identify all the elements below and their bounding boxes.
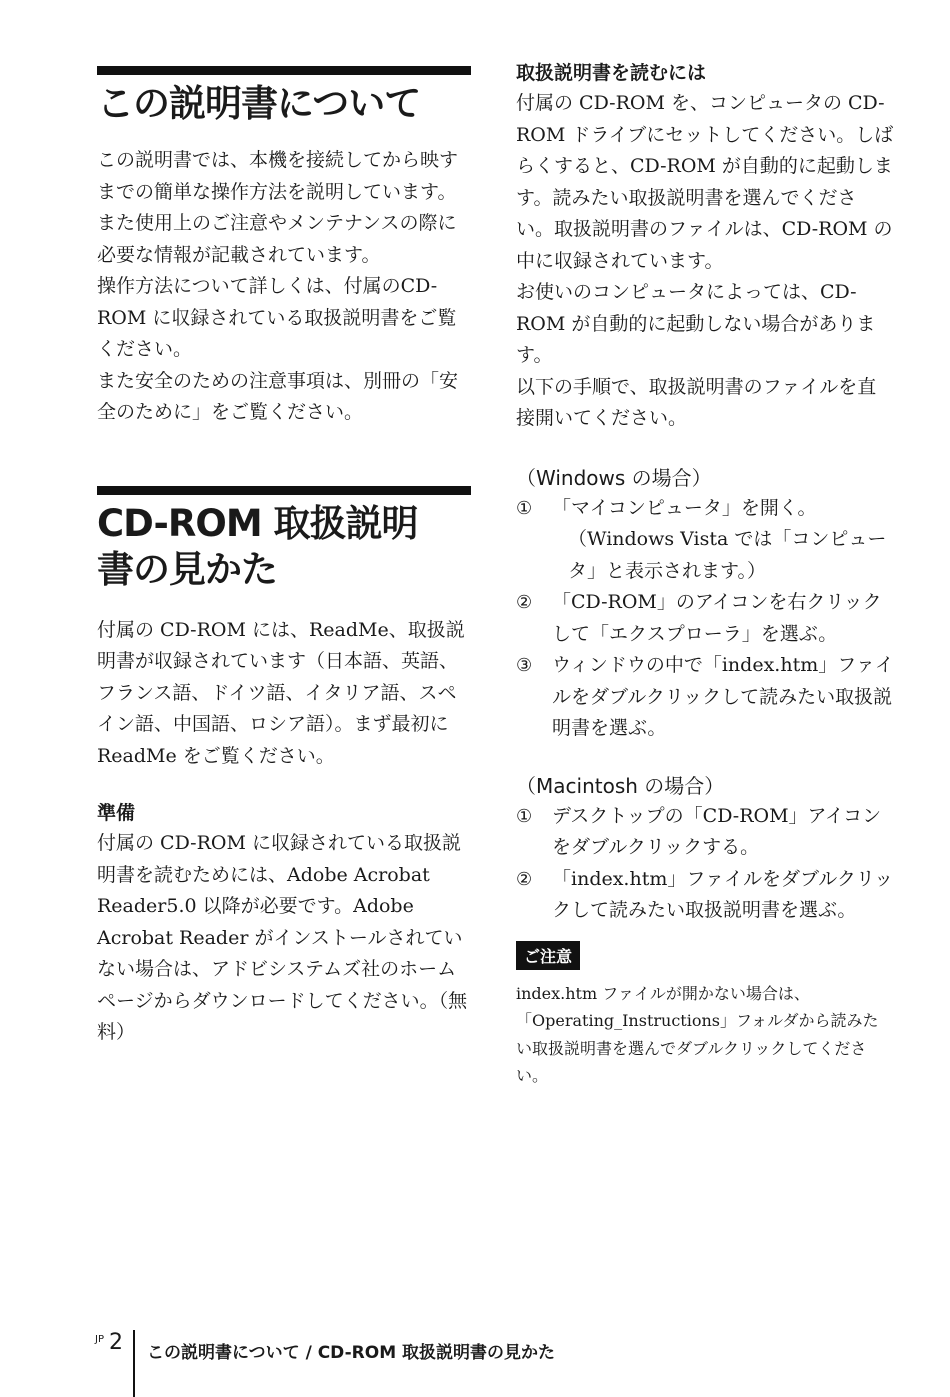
section-title-line: CD-ROM 取扱説明 — [97, 501, 418, 545]
list-item — [516, 493, 894, 525]
list-item — [516, 801, 894, 864]
footer-title: この説明書について / CD-ROM 取扱説明書の見かた — [147, 1343, 556, 1363]
language-code: JP — [95, 1334, 104, 1345]
paragraph: 付属の CD-ROM に収録されている取扱説明書を読むためには、Adobe Acrobat Reader5.0 以降が必要です。Adobe Acrobat Reader がインストールされていない場合は、アドビシステムズ社のホームページからダウンロードしてください。（無料） — [97, 832, 468, 1043]
paragraph: 以下の手順で、取扱説明書のファイルを直接開いてください。 — [516, 375, 877, 429]
paragraph: また使用上のご注意やメンテナンスの際に必要な情報が記載されています。 — [97, 212, 457, 266]
list-item — [516, 587, 894, 650]
section-title-cdrom — [97, 501, 471, 593]
step-text: ウィンドウの中で「index.htm」ファイルをダブルクリックして読みたい取扱説明書を選ぶ。 — [552, 654, 894, 739]
page-number: 2 — [109, 1330, 123, 1355]
footer-divider — [133, 1330, 135, 1397]
paragraph: 操作方法について詳しくは、付属のCD-ROM に収録されている取扱説明書をご覧ください。 — [97, 275, 457, 360]
windows-heading: （Windows の場合） — [516, 465, 712, 490]
step-number: ③ — [516, 655, 533, 676]
paragraph: この説明書では、本機を接続してから映すまでの簡単な操作方法を説明しています。 — [97, 149, 459, 203]
right-column — [516, 58, 894, 1090]
section-title-about: この説明書について — [97, 82, 421, 125]
left-column — [97, 66, 471, 1049]
paragraph: 付属の CD-ROM を、コンピュータの CD-ROM ドライブにセットしてください。しばらくすると、CD-ROM が自動的に起動します。読みたい取扱説明書を選んでください。取扱説明書のファイルは、CD-ROM の中に収録されています。 — [516, 92, 894, 272]
section-rule — [97, 66, 471, 75]
step-number: ② — [516, 592, 533, 613]
step-text: 「CD-ROM」のアイコンを右クリックして「エクスプローラ」を選ぶ。 — [552, 591, 882, 645]
step-text: デスクトップの「CD-ROM」アイコンをダブルクリックする。 — [552, 804, 882, 858]
paragraph: お使いのコンピュータによっては、CD-ROM が自動的に起動しない場合があります。 — [516, 281, 876, 366]
paragraph: 付属の CD-ROM には、ReadMe、取扱説明書が収録されています（日本語、英語、フランス語、ドイツ語、イタリア語、スペイン語、中国語、ロシア語）。まず最初に ReadMe をご覧ください。 — [97, 618, 465, 767]
step-number: ② — [516, 868, 533, 890]
list-item — [516, 864, 894, 927]
page-footer — [95, 1330, 695, 1397]
paragraph: また安全のための注意事項は、別冊の「安全のために」をご覧ください。 — [97, 369, 459, 423]
step-text: 「index.htm」ファイルをダブルクリックして読みたい取扱説明書を選ぶ。 — [552, 867, 894, 921]
section-rule — [97, 486, 471, 495]
prep-heading: 準備 — [97, 802, 136, 824]
list-item — [516, 650, 894, 745]
section-title-line: 書の見かた — [97, 547, 277, 591]
step-text: 「マイコンピュータ」を開く。 — [552, 496, 817, 519]
step-number: ① — [516, 497, 533, 519]
mac-heading: （Macintosh の場合） — [516, 773, 725, 798]
caution-text: index.htm ファイルが開かない場合は、「Operating_Instructions」フォルダから読みたい取扱説明書を選んでダブルクリックしてください。 — [516, 983, 879, 1085]
read-heading: 取扱説明書を読むには — [516, 62, 707, 84]
step-number: ① — [516, 805, 533, 827]
step-note: （Windows Vista では「コンピュータ」と表示されます。） — [568, 528, 887, 582]
caution-badge: ご注意 — [516, 941, 580, 970]
